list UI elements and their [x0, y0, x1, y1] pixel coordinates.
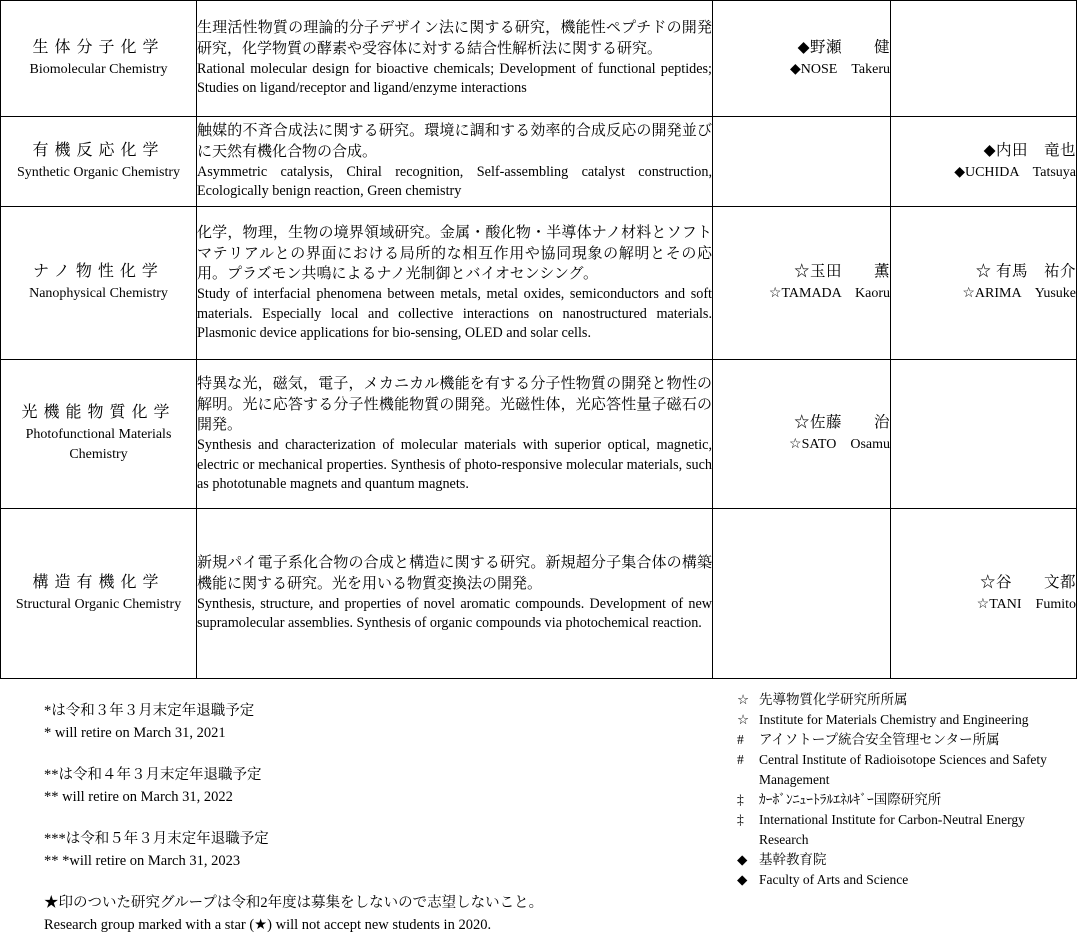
- group-name-en: Structural Organic Chemistry: [15, 596, 182, 612]
- table-row: [1, 117, 1077, 207]
- note-jp: ★印のついた研究グループは令和2年度は募集をしないので志望しないこと。: [44, 895, 544, 911]
- legend-symbol: ◆: [737, 872, 748, 887]
- group-name-cell: [1, 360, 197, 509]
- description-jp: 化学，物理，生物の境界領域研究。金属・酸化物・半導体ナノ材料とソフトマテリアルとの界面における局所的な相互作用や協同現象の解明とその応用。プラズモン共鳴によるナノ光制御とバイオセンシング。: [197, 224, 712, 283]
- group-name-cell: [1, 1, 197, 117]
- staff-cell-col3: [713, 360, 891, 509]
- description-jp: 生理活性物質の理論的分子デザイン法に関する研究，機能性ペプチドの開発研究，化学物質の酵素や受容体に対する結合性解析法に関する研究。: [197, 20, 712, 58]
- staff-cell-col3: [713, 1, 891, 117]
- note-en: * will retire on March 31, 2021: [44, 725, 226, 741]
- legend-text: Institute for Materials Chemistry and Engineering: [759, 712, 1029, 727]
- group-name-cell: [1, 117, 197, 207]
- legend-text: Central Institute of Radioisotope Sciences and Safety Management: [759, 752, 1047, 787]
- staff-name-en: ☆SATO Osamu: [789, 437, 890, 452]
- group-description-cell: [197, 117, 713, 207]
- staff-cell-col3: [713, 117, 891, 207]
- group-name-jp: 生体分子化学: [32, 38, 165, 56]
- note-group-2023: [44, 828, 543, 872]
- legend-item: [737, 710, 1067, 730]
- legend-symbol: ‡: [737, 812, 744, 827]
- staff-name-en: ◆NOSE Takeru: [790, 61, 890, 77]
- group-description-cell: [197, 207, 713, 360]
- description-jp: 特異な光，磁気，電子，メカニカル機能を有する分子性物質の開発と物性の解明。光に応答する分子性機能物質の開発。光磁性体，光応答性量子磁石の開発。: [197, 375, 712, 434]
- table-row: [1, 1, 1077, 117]
- group-name-en: Nanophysical Chemistry: [29, 286, 168, 301]
- group-name-jp: 構造有機化学: [32, 573, 165, 591]
- legend-symbol: #: [737, 752, 744, 767]
- group-description-cell: [197, 1, 713, 117]
- staff-cell-col4: [891, 117, 1077, 207]
- note-en: ** will retire on March 31, 2022: [44, 789, 233, 805]
- legend-text: 基幹教育院: [759, 852, 827, 867]
- legend-text: 先導物質化学研究所所属: [759, 692, 908, 707]
- table-row: [1, 509, 1077, 679]
- description-en: Asymmetric catalysis, Chiral recognition, Self-assembling catalyst construction, Ecologically benign reaction, Green chemistry: [197, 164, 712, 200]
- legend-item: [737, 750, 1067, 790]
- note-group-2021: [44, 700, 543, 744]
- legend-item: [737, 810, 1067, 850]
- staff-name-en: ☆TAMADA Kaoru: [768, 286, 890, 301]
- staff-name-jp: ☆玉田 薫: [793, 263, 890, 280]
- staff-cell-col3: [713, 509, 891, 679]
- note-group-2022: [44, 764, 543, 808]
- legend-item: [737, 850, 1067, 870]
- note-jp: *は令和３年３月末定年退職予定: [44, 703, 255, 719]
- note-jp: **は令和４年３月末定年退職予定: [44, 767, 262, 783]
- staff-name-jp: ☆ 有馬 祐介: [975, 263, 1076, 280]
- staff-name-en: ☆TANI Fumito: [976, 596, 1076, 612]
- legend-text: International Institute for Carbon-Neutral Energy Research: [759, 812, 1039, 847]
- legend-symbol: ‡: [737, 792, 744, 807]
- staff-cell-col4: [891, 207, 1077, 360]
- staff-name-jp: ☆谷 文都: [979, 573, 1076, 591]
- legend-text: ｶｰﾎﾞﾝﾆｭｰﾄﾗﾙｴﾈﾙｷﾞｰ国際研究所: [759, 792, 942, 807]
- staff-cell-col3: [713, 207, 891, 360]
- description-en: Synthesis, structure, and properties of novel aromatic compounds. Development of new supramolecular assemblies. Synthesis of organic compounds via photochemical reaction.: [197, 596, 712, 632]
- group-description-cell: [197, 509, 713, 679]
- legend-text: アイソトープ統合安全管理センター所属: [759, 732, 1000, 747]
- group-name-cell: [1, 207, 197, 360]
- group-name-cell: [1, 509, 197, 679]
- retirement-notes: [44, 700, 543, 936]
- note-jp: ***は令和５年３月末定年退職予定: [44, 831, 269, 847]
- description-jp: 触媒的不斉合成法に関する研究。環境に調和する効率的合成反応の開発並びに天然有機化合物の合成。: [197, 123, 712, 161]
- table-row: [1, 360, 1077, 509]
- staff-cell-col4: [891, 1, 1077, 117]
- table-row: [1, 207, 1077, 360]
- legend-symbol: #: [737, 732, 744, 747]
- group-name-jp: 有機反応化学: [32, 141, 165, 159]
- legend-item: [737, 870, 1067, 890]
- note-en: ** *will retire on March 31, 2023: [44, 853, 241, 869]
- staff-name-jp: ☆佐藤 治: [793, 414, 890, 431]
- group-name-jp: 光機能物質化学: [21, 404, 176, 421]
- star-group-note: [44, 892, 543, 936]
- group-name-en: Photofunctional Materials Chemistry: [25, 427, 172, 462]
- staff-name-jp: ◆野瀬 健: [797, 38, 890, 56]
- legend-text: Faculty of Arts and Science: [759, 872, 909, 887]
- staff-cell-col4: [891, 509, 1077, 679]
- group-name-jp: ナノ物性化学: [33, 263, 164, 280]
- legend-item: [737, 690, 1067, 710]
- description-jp: 新規パイ電子系化合物の合成と構造に関する研究。新規超分子集合体の構築機能に関する研究。光を用いる物質変換法の開発。: [197, 555, 712, 593]
- note-en: Research group marked with a star (★) will not accept new students in 2020.: [44, 917, 492, 933]
- description-en: Rational molecular design for bioactive chemicals; Development of functional peptides; Studies on ligand/receptor and ligand/enzyme interactions: [197, 61, 712, 97]
- legend-symbol: ◆: [737, 852, 748, 867]
- legend-symbol: ☆: [737, 692, 750, 707]
- staff-name-jp: ◆内田 竜也: [983, 141, 1076, 159]
- staff-name-en: ☆ARIMA Yusuke: [962, 286, 1076, 301]
- group-name-en: Synthetic Organic Chemistry: [16, 164, 181, 180]
- legend-item: [737, 790, 1067, 810]
- legend-item: [737, 730, 1067, 750]
- description-en: Synthesis and characterization of molecular materials with superior optical, magnetic, electric or mechanical properties. Synthesis of photo-responsive molecular materials, such as phototunable magnets and quantum magnets.: [197, 437, 712, 492]
- staff-cell-col4: [891, 360, 1077, 509]
- legend-symbol: ☆: [737, 712, 750, 727]
- group-name-en: Biomolecular Chemistry: [29, 61, 168, 77]
- group-description-cell: [197, 360, 713, 509]
- description-en: Study of interfacial phenomena between metals, metal oxides, semiconductors and soft materials. Especially local and collective interactions on nanostructured materials. Plasmonic device applications for bio-sensing, OLED and solar cells.: [197, 286, 712, 341]
- affiliation-legend: [737, 690, 1067, 890]
- staff-name-en: ◆UCHIDA Tatsuya: [954, 164, 1076, 180]
